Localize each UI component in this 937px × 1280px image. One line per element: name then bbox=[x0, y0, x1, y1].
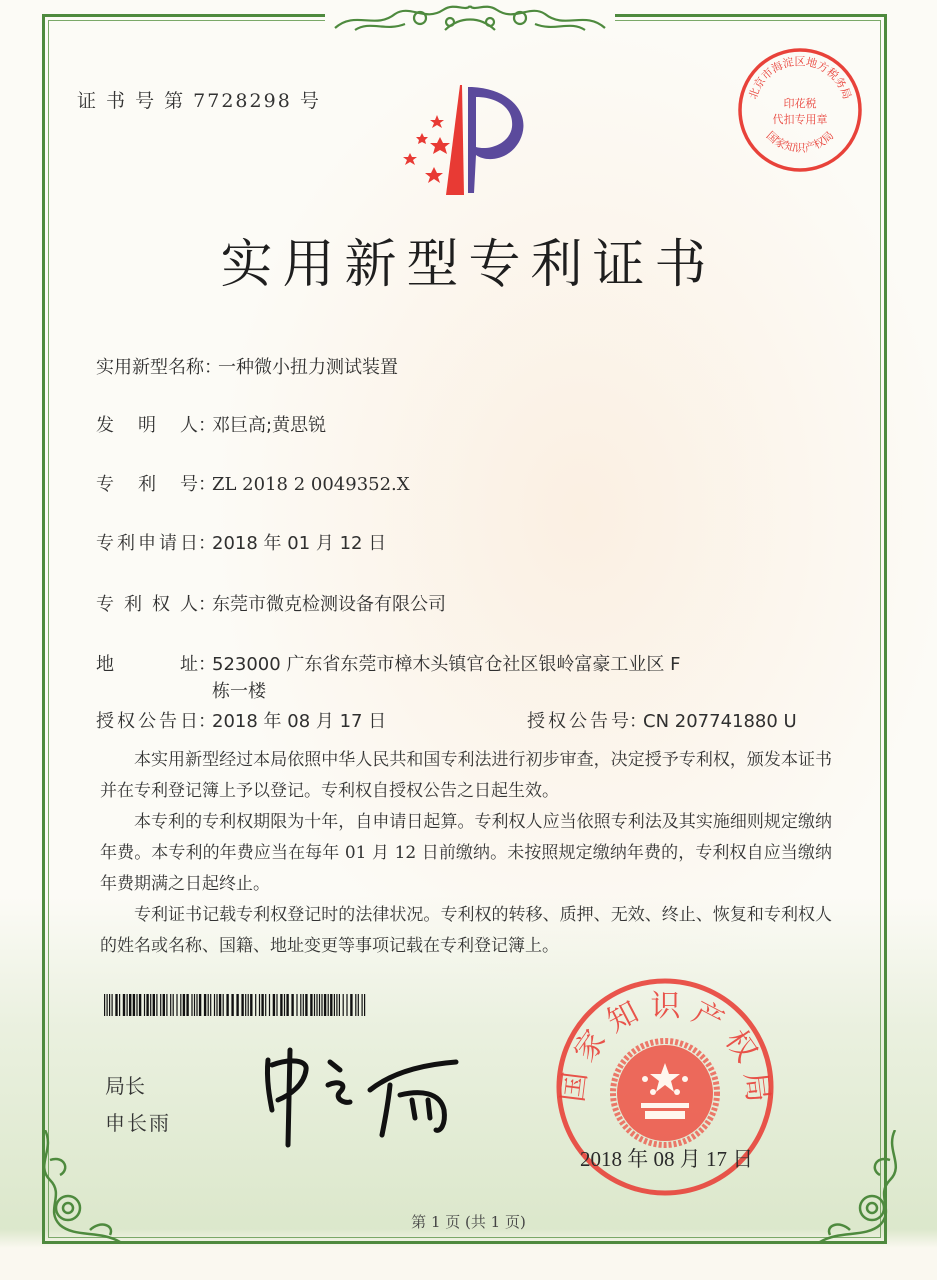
field-value: CN 207741880 U bbox=[643, 711, 797, 732]
field-value: 2018 年 01 月 12 日 bbox=[212, 533, 387, 554]
field-grant-publication-number: 授权公告号：CN 207741880 U bbox=[527, 707, 797, 733]
stamp-tax-seal bbox=[735, 45, 865, 175]
field-value: 邓巨高;黄思锐 bbox=[212, 415, 327, 436]
field-filing-date: 专利申请日：2018 年 01 月 12 日 bbox=[96, 529, 386, 555]
certificate-number bbox=[77, 86, 321, 113]
field-value: 2018 年 08 月 17 日 bbox=[212, 711, 387, 732]
field-patentee: 专 利 权 人：东莞市微克检测设备有限公司 bbox=[96, 590, 446, 616]
field-label: 专 利 号 bbox=[96, 474, 198, 495]
legal-paragraph-3: 专利证书记载专利权登记时的法律状况。专利权的转移、质押、无效、终止、恢复和专利权人的姓名或名称、国籍、地址变更等事项记载在专利登记簿上。 bbox=[100, 905, 832, 956]
svg-text:国 家 知 识 产 权 局: 国 家 知 识 产 权 局 bbox=[555, 989, 776, 1105]
field-patent-number: 专 利 号：ZL 2018 2 0049352.X bbox=[96, 470, 410, 496]
certificate-number-suffix: 号 bbox=[299, 90, 321, 112]
legal-paragraph-1: 本实用新型经过本局依照中华人民共和国专利法进行初步审查，决定授予专利权，颁发本证书并在专利登记簿上予以登记。专利权自授权公告之日起生效。 bbox=[100, 750, 832, 801]
corner-ornament-bottom-left-icon bbox=[30, 1130, 150, 1250]
svg-text:北京市海淀区地方税务局: 北京市海淀区地方税务局 bbox=[746, 55, 854, 101]
field-utility-model-name: 实用新型名称：一种微小扭力测试装置 bbox=[96, 353, 398, 379]
barcode-icon bbox=[104, 994, 366, 1016]
legal-text bbox=[100, 745, 832, 962]
issue-date: 2018 年 08 月 17 日 bbox=[580, 1147, 754, 1171]
field-label: 授权公告日 bbox=[96, 711, 198, 732]
legal-paragraph-2: 本专利的专利权期限为十年，自申请日起算。专利权人应当依照专利法及其实施细则规定缴纳年费。本专利的年费应当在每年 01 月 12 日前缴纳。未按照规定缴纳年费的，专利权自应当缴纳年费期满之日起终止。 bbox=[100, 812, 832, 894]
field-label: 地 址 bbox=[96, 654, 198, 675]
field-inventor: 发 明 人：邓巨高;黄思锐 bbox=[96, 411, 326, 437]
certificate-number-label: 证 书 号 第 bbox=[77, 90, 186, 112]
corner-ornament-bottom-right-icon bbox=[790, 1130, 910, 1250]
director-name: 申长雨 bbox=[105, 1111, 171, 1135]
svg-text:印花税: 印花税 bbox=[783, 97, 817, 110]
field-value: ZL 2018 2 0049352.X bbox=[212, 474, 410, 495]
handwritten-signature-icon bbox=[260, 1040, 460, 1150]
field-address: 地 址：523000 广东省东莞市樟木头镇官仓社区银岭富豪工业区 F bbox=[96, 650, 681, 676]
cnipa-logo-icon bbox=[392, 85, 532, 195]
field-label: 授权公告号 bbox=[527, 711, 629, 732]
page-number: 第 1 页 (共 1 页) bbox=[411, 1213, 526, 1231]
field-label: 实用新型名称 bbox=[96, 357, 204, 378]
field-label: 专 利 权 人 bbox=[96, 594, 198, 615]
svg-text:国家知识产权局: 国家知识产权局 bbox=[763, 129, 837, 155]
certificate-number-value: 7728298 bbox=[193, 90, 292, 112]
director-title: 局长 bbox=[105, 1074, 145, 1098]
field-label: 发 明 人 bbox=[96, 415, 198, 436]
certificate-title: 实用新型专利证书 bbox=[220, 235, 717, 295]
field-label: 专利申请日 bbox=[96, 533, 198, 554]
top-ornament-icon bbox=[325, 0, 615, 34]
field-grant-date: 授权公告日：2018 年 08 月 17 日 bbox=[96, 707, 386, 733]
field-address-line2: 栋一楼 bbox=[212, 681, 266, 702]
field-value: 东莞市微克检测设备有限公司 bbox=[212, 594, 446, 615]
field-value: 一种微小扭力测试装置 bbox=[218, 357, 398, 378]
tax-seal-ring-icon bbox=[735, 45, 865, 175]
field-value: 523000 广东省东莞市樟木头镇官仓社区银岭富豪工业区 F bbox=[212, 654, 681, 675]
svg-text:代扣专用章: 代扣专用章 bbox=[772, 113, 828, 126]
